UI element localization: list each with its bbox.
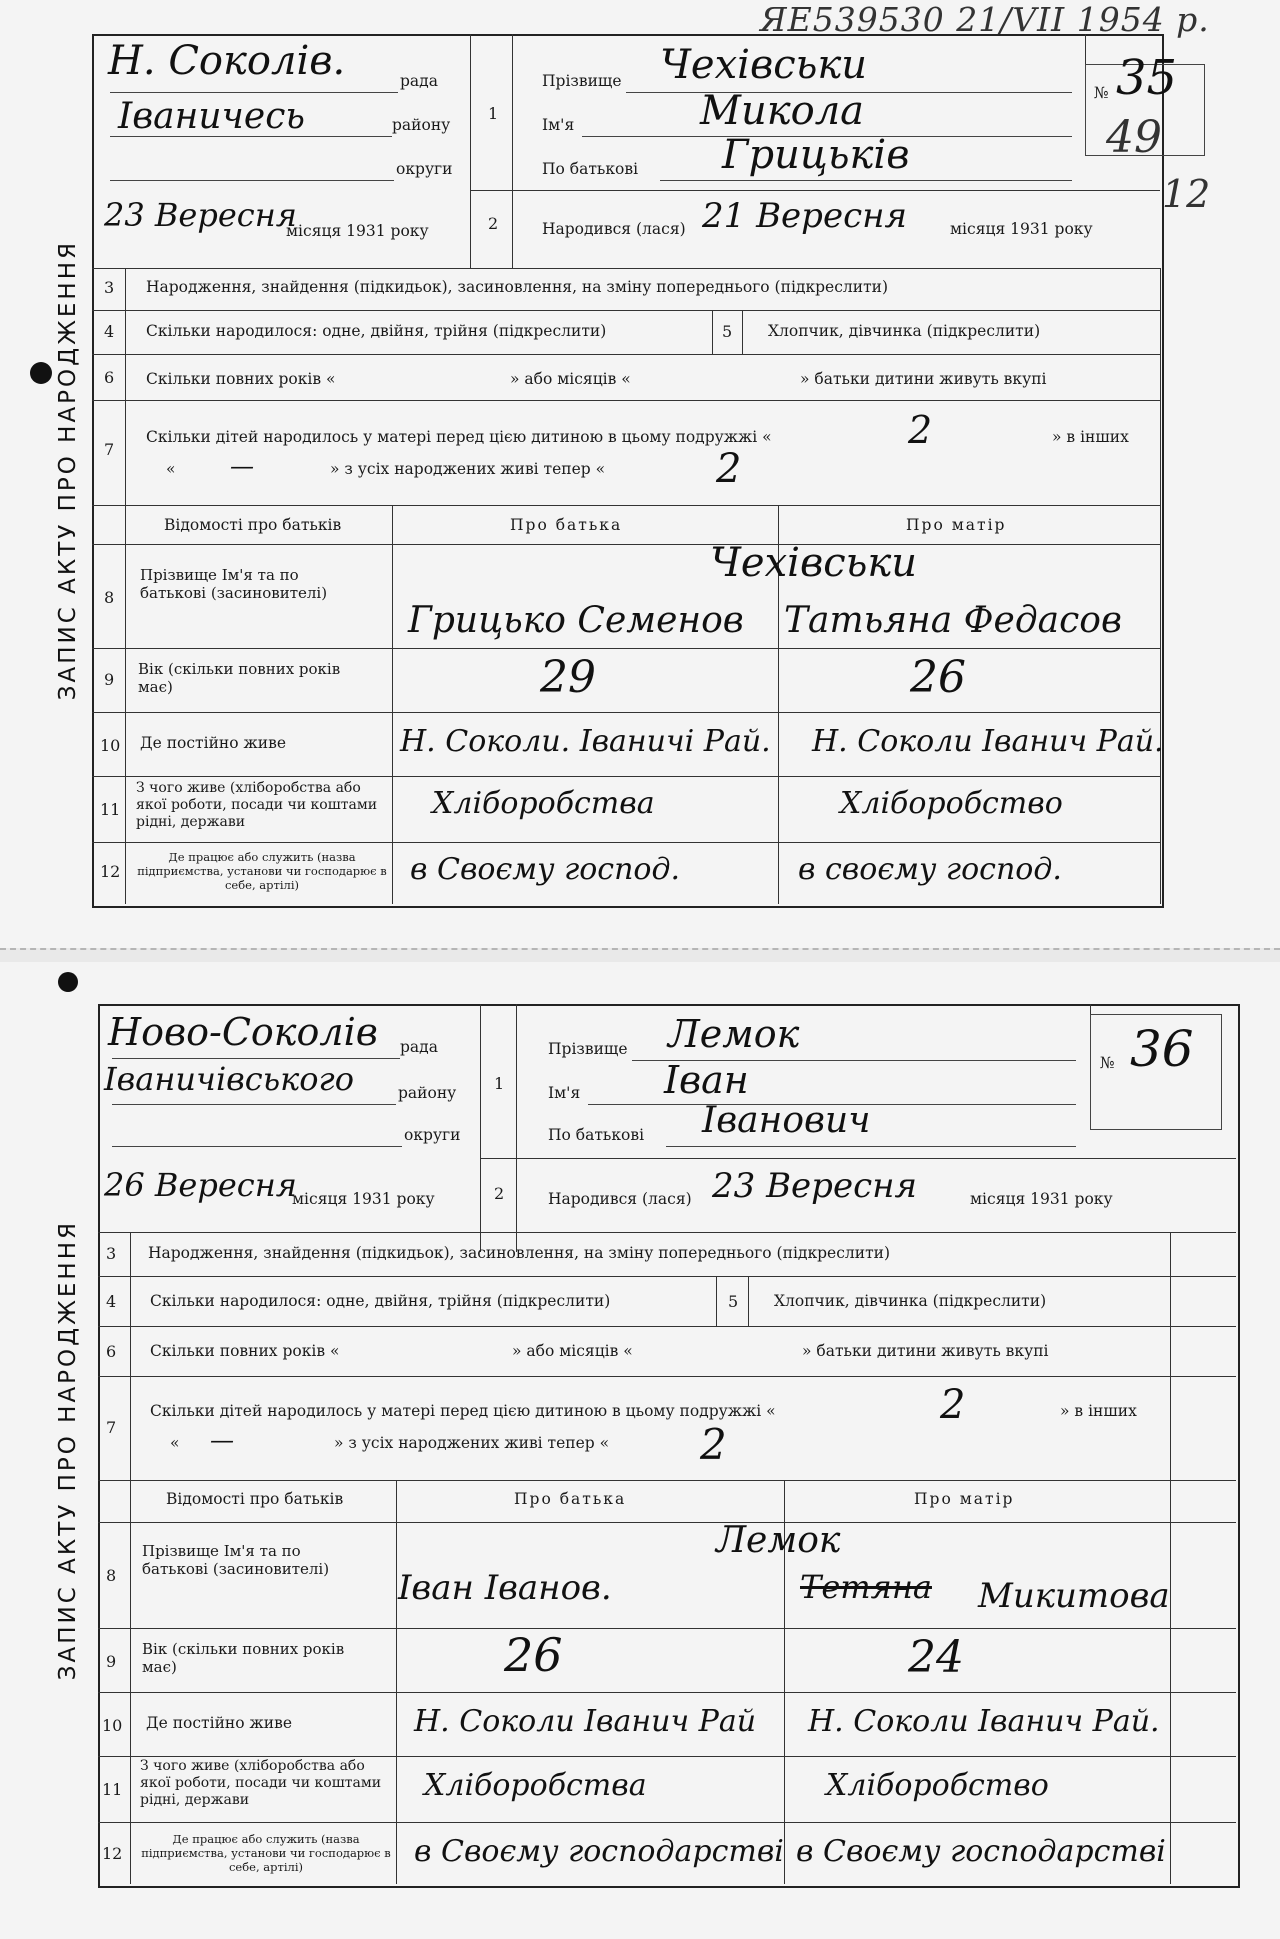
alive-count: 2 <box>716 446 742 492</box>
raion-label: району <box>392 116 451 134</box>
birth-date: 23 Вересня <box>712 1166 918 1206</box>
mother-name-struck: Тетяна <box>800 1568 932 1606</box>
mother-workplace: в Своєму господарстві <box>796 1834 1166 1869</box>
rada-value: Ново-Соколів <box>108 1010 378 1054</box>
header-stamp: ЯЕ539530 21/VII 1954 р. <box>760 0 1210 39</box>
alive-count: 2 <box>700 1420 727 1469</box>
father-name: Грицько Семенов <box>408 600 744 641</box>
mother-name: Татьяна Федасов <box>784 600 1122 641</box>
father-livelihood: Хліборобства <box>424 1768 647 1803</box>
children-count: 2 <box>940 1382 966 1428</box>
record-title-vertical: ЗАПИС АКТУ ПРО НАРОДЖЕННЯ <box>55 239 81 701</box>
father-residence: Н. Соколи Іванич Рай <box>414 1704 757 1739</box>
common-surname: Чехівськи <box>710 540 918 586</box>
raion-value: Іваничівського <box>104 1060 354 1098</box>
mother-residence: Н. Соколи Іванич Рай. <box>808 1704 1160 1739</box>
rada-value: Н. Соколів. <box>108 38 346 84</box>
birth-date: 21 Вересня <box>702 196 908 236</box>
father-livelihood: Хліборобства <box>432 786 655 821</box>
child-patronymic: Грицьків <box>722 132 910 178</box>
father-workplace: в Своєму господарстві <box>414 1834 784 1869</box>
registration-date: 23 Вересня <box>104 196 297 234</box>
mother-residence: Н. Соколи Іванич Рай. <box>812 724 1164 759</box>
mother-age: 24 <box>908 1632 964 1683</box>
father-workplace: в Своєму господ. <box>410 852 681 887</box>
child-name: Іван <box>664 1058 749 1102</box>
okruha-label: округи <box>396 160 453 178</box>
child-name: Микола <box>700 88 865 134</box>
mother-livelihood: Хліборобство <box>826 1768 1049 1803</box>
father-name: Іван Іванов. <box>398 1568 612 1608</box>
record-number: 35 <box>1116 50 1178 106</box>
rada-label: рада <box>400 72 438 90</box>
margin-note: 12 <box>1162 172 1211 216</box>
mother-livelihood: Хліборобство <box>840 786 1063 821</box>
surname-label: Прізвище <box>542 72 622 90</box>
patronymic-label: По батькові <box>542 160 639 178</box>
father-age: 26 <box>504 1628 563 1682</box>
mother-name: Микитова <box>978 1576 1170 1616</box>
raion-value: Іваничесь <box>118 96 305 137</box>
father-age: 29 <box>540 652 596 703</box>
record-number-extra: 49 <box>1106 112 1162 163</box>
registration-date: 26 Вересня <box>104 1166 297 1204</box>
birth-record-2: ЗАПИС АКТУ ПРО НАРОДЖЕННЯ 1 2 3 4 5 6 7 8 9 10 11 12 рада району округи Ново-Соколів Іваничівського 26 Вересня місяця 1931 року Прізвище Ім'я По батькові Лемок Іван Іванович № 36 Народився (лася) 23 Вересня місяця 1931 року Народження, знайдення (підкидьок), засиновлення, на зміну попереднього (підкреслити) Скільки народилося: одне, двійня, трійня (підкреслити) Хлопчик, дівчинка (підкреслити) Скільки повних років « » або місяців « » батьки дитини живуть вкупі Скільки дітей народилось у матері перед цією дитиною в цьому подружжі « 2 » в інших « — » з усіх народжених живі тепер « 2 Відомості про батьків Про батька Про матір Прізвище Ім'я та по батькові (засиновителі) Лемок Іван Іванов. Тетяна Микитова Вік (скільки повних років має) 26 24 Де постійно живе Н. Соколи Іванич Рай Н. Соколи Іванич Рай. З чого живе (хліборобства або якої роботи, посади чи коштами рідні, держави Хліборобства Хліборобство Де працює або служить (назва підприємства, установи чи господарює в себе, артілі) в Своєму господарстві в Своєму господарстві <box>0 0 1280 1939</box>
birth-record-1: ЗАПИС АКТУ ПРО НАРОДЖЕННЯ 1 2 3 4 5 6 7 8 9 10 11 12 рада району округи Н. Соколів. Іваничесь 23 Вересня місяця 1931 року Прізвище Ім'я По батькові Чехівськи Микола Грицьків № 35 49 12 Народився (лася) 21 Вересня місяця 1931 року Народження, знайдення (підкидьок), засиновлення, на зміну попереднього (підкреслити) Скільки народилося: одне, двійня, трійня (підкреслити) Хлопчик, дівчинка (підкреслити) Скільки повних років « » або місяців « » батьки дитини живуть вкупі Скільки дітей народилось у матері перед цією дитиною в цьому подружжі « 2 » в інших « — » з усіх народжених живі тепер « 2 Відомості про батьків Про батька Про матір Прізвище Ім'я та по батькові (засиновителі) Чехівськи Грицько Семенов Татьяна Федасов Вік (скільки повних років має) 29 26 Де постійно живе Н. Соколи. Іваничі Рай. Н. Соколи Іванич Рай. З чого живе (хліборобства або якої роботи, посади чи коштами рідні, держави Хліборобства Хліборобство Де працює або служить (назва підприємства, установи чи господарює в себе, артілі) в Своєму господ. в своєму господ. <box>0 0 1280 948</box>
child-patronymic: Іванович <box>702 1100 871 1141</box>
record-number: 36 <box>1130 1020 1194 1078</box>
child-surname: Чехівськи <box>660 42 868 88</box>
record-title-vertical: ЗАПИС АКТУ ПРО НАРОДЖЕННЯ <box>55 1219 81 1681</box>
mother-age: 26 <box>910 652 966 703</box>
child-surname: Лемок <box>668 1012 800 1056</box>
children-count: 2 <box>908 408 933 452</box>
mother-workplace: в своєму господ. <box>798 852 1062 887</box>
common-surname: Лемок <box>716 1520 841 1561</box>
father-residence: Н. Соколи. Іваничі Рай. <box>400 724 771 759</box>
name-label: Ім'я <box>542 116 575 134</box>
